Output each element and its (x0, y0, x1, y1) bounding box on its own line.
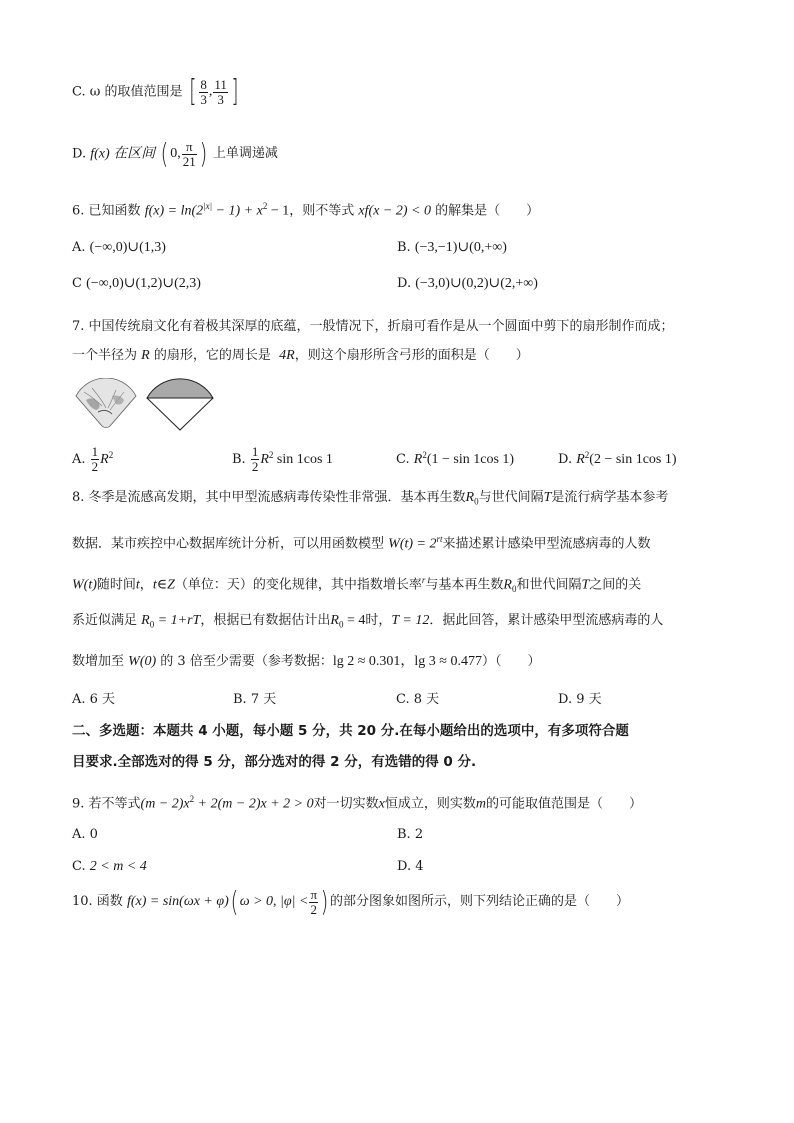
fraction: $\frac{1}{2}$ (91, 444, 99, 475)
q8-option-a: A. 6 天 (72, 692, 116, 707)
math-text: R (100, 451, 109, 467)
question-text: 的部分图象如图所示，则下列结论正确的是（ ） (329, 894, 629, 909)
subscript: 0 (149, 619, 155, 630)
q8-option-b: B. 7 天 (233, 692, 277, 707)
math-text: m (475, 796, 486, 812)
question-text: 的解集是（ ） (435, 203, 540, 219)
option-text: ω 的取值范围是 (89, 84, 183, 100)
option-label: C. (396, 451, 410, 467)
option-label: C (72, 276, 82, 291)
math-text: W(t) = 2 (388, 536, 437, 552)
question-text: ，则不等式 (289, 203, 355, 219)
q9-option-d: D. 4 (397, 859, 424, 874)
fraction: $\frac{1}{2}$ (251, 444, 259, 475)
subscript: 0 (474, 496, 479, 507)
q6-option-a (72, 239, 166, 257)
question-text: ， (139, 577, 153, 593)
math-text: + 2(m − 2)x + 2 > 0 (194, 796, 314, 812)
superscript: |x| (203, 201, 213, 211)
math-text: R (330, 613, 339, 628)
math-text: W(0) (128, 654, 157, 669)
math-text: R (465, 490, 475, 505)
q9-option-a: A. 0 (72, 827, 98, 842)
superscript: 2 (422, 450, 427, 460)
math-text: R (503, 577, 512, 593)
q5-option-d (72, 139, 278, 169)
superscript: 2 (268, 450, 274, 460)
math-text: t∈Z (152, 577, 175, 593)
question-text: 恒成立，则实数 (384, 796, 476, 812)
fraction: $\frac{11}{3}$ (214, 76, 227, 107)
question-text: 对一切实数 (313, 796, 379, 812)
circular-segment-image (144, 376, 216, 432)
option-text: (−3,−1)∪(0,+∞) (414, 240, 507, 255)
question-text: 与基本再生数 (425, 577, 504, 593)
option-label: D. (558, 451, 573, 467)
math-text: x (378, 796, 385, 812)
question-text: 时， (365, 613, 392, 628)
option-label: D. (72, 146, 87, 162)
option-label: D. (397, 276, 412, 291)
math-text: r (421, 575, 426, 585)
q6-stem (72, 197, 539, 220)
option-text: (−∞,0)∪(1,2)∪(2,3) (86, 276, 201, 291)
question-text: 10. 函数 (72, 894, 123, 909)
option-label: C. (72, 859, 86, 874)
question-text: 9. 若不等式 (72, 796, 141, 812)
math-text: sin 1cos 1 (273, 451, 333, 467)
q8-stem-line2 (72, 530, 651, 553)
q6-option-d (397, 275, 538, 293)
math-text: − 1) + x (212, 203, 263, 219)
question-text: 6. 已知函数 (72, 203, 141, 219)
math-text: 4R (279, 348, 295, 363)
fan-icon (72, 378, 140, 430)
q8-stem-line5 (72, 653, 541, 671)
q8-option-d: D. 9 天 (558, 692, 602, 707)
q8-stem-line1 (72, 489, 668, 511)
question-text: 的扇形，它的周长是 (153, 348, 271, 363)
q9-option-b: B. 2 (397, 827, 424, 842)
q7-option-d (558, 438, 677, 477)
q5-option-c: C. ω 的取值范围是 [ $\frac{8}{3}$ , $\frac{11}{3}$ ] (72, 74, 239, 109)
question-text: 一个半径为 (72, 348, 138, 363)
superscript: rt (436, 534, 443, 544)
question-text: 8. 冬季是流感高发期，其中甲型流感病毒传染性非常强．基本再生数 (72, 490, 466, 505)
fraction: $\frac{\pi}{21}$ (182, 138, 196, 169)
question-text: 和世代间隔 (516, 577, 582, 593)
question-text: ）（ ） (482, 654, 541, 669)
q8-option-c: C. 8 天 (396, 692, 440, 707)
folding-fan-image (72, 378, 140, 430)
math-text: t (135, 577, 140, 593)
math-text: ω > 0, |φ| < (239, 894, 309, 909)
math-text: T (543, 490, 552, 505)
superscript: 2 (189, 794, 195, 804)
question-text: 是流行病学基本参考 (551, 490, 669, 505)
option-label: A. (72, 451, 86, 467)
math-text: R (413, 451, 423, 467)
q7-option-a (72, 438, 113, 477)
math-text: T = 12 (391, 613, 430, 628)
math-text: f(x) = ln(2 (144, 203, 204, 219)
subscript: 0 (338, 619, 344, 630)
right-bracket: ] (231, 74, 239, 109)
q6-option-b (397, 239, 507, 257)
option-text: f(x) 在区间 (90, 146, 156, 162)
left-paren: ( (160, 137, 169, 170)
option-text: 2 < m < 4 (89, 859, 147, 874)
math-text: = 1+rT (154, 613, 201, 628)
math-text: = 4 (343, 613, 366, 628)
superscript: 2 (262, 201, 268, 211)
option-label: A. (72, 240, 86, 255)
q7-stem-line1: 7. 中国传统扇文化有着极其深厚的底蕴，一般情况下，折扇可看作是从一个圆面中剪下的扇形制作而成； (72, 319, 674, 334)
q7-option-c (396, 438, 514, 477)
math-text: − 1 (267, 203, 290, 219)
question-text: 系近似满足 (72, 613, 138, 628)
math-text: xf(x − 2) < 0 (358, 203, 431, 219)
q6-option-c (72, 275, 201, 293)
math-text: T (581, 577, 590, 593)
question-text: 与世代间隔 (478, 490, 544, 505)
option-text: (−3,0)∪(0,2)∪(2,+∞) (415, 276, 538, 291)
question-text: ，根据已有数据估计出 (200, 613, 331, 628)
question-text: 随时间 (96, 577, 136, 593)
subscript: 0 (511, 583, 517, 594)
left-bracket: [ (188, 74, 197, 109)
question-text: （单位：天）的变化规律，其中指数增长率 (174, 577, 422, 593)
option-text: 上单调递减 (212, 146, 278, 161)
question-text: ，则这个扇形所含弓形的面积是（ ） (294, 348, 529, 363)
option-label: B. (232, 451, 246, 467)
question-text: 来描述累计感染甲型流感病毒的人数 (442, 536, 651, 552)
left-paren: ( (230, 885, 239, 918)
math-text: f(x) = sin(ωx + φ) (126, 894, 229, 909)
right-paren: ) (199, 137, 208, 170)
option-label: B. (397, 240, 411, 255)
math-text: R (141, 348, 150, 363)
segment-icon (144, 376, 216, 432)
question-text: 的 3 倍至少需要（参考数据： (160, 654, 333, 669)
q7-option-b (232, 438, 333, 477)
question-text: 数增加至 (72, 654, 125, 669)
math-text: 0, (170, 146, 181, 161)
option-text: (−∞,0)∪(1,3) (89, 240, 166, 255)
question-text: 数据．某市疾控中心数据库统计分析，可以用函数模型 (72, 536, 385, 552)
math-text: lg 2 ≈ 0.301，lg 3 ≈ 0.477 (332, 654, 482, 669)
math-text: R (260, 451, 269, 467)
math-text: R (141, 613, 150, 628)
q10-stem (72, 884, 629, 921)
math-text: (1 − sin 1cos 1) (426, 451, 515, 467)
question-text: ．据此回答，累计感染甲型流感病毒的人 (429, 613, 664, 628)
q9-option-c (72, 858, 147, 876)
question-text: 之间的关 (589, 577, 642, 593)
math-text: R (576, 451, 585, 467)
right-paren: ) (320, 885, 329, 918)
section-heading-line2: 目要求.全部选对的得 5 分，部分选对的得 2 分，有选错的得 0 分. (72, 754, 477, 770)
fraction: $\frac{\pi}{2}$ (310, 886, 318, 917)
question-text: 的可能取值范围是（ ） (485, 796, 642, 812)
math-text: W(t) (72, 577, 97, 593)
q9-stem (72, 790, 642, 813)
fraction: $\frac{8}{3}$ (200, 76, 207, 107)
q8-stem-line4 (72, 612, 663, 634)
superscript: 2 (108, 450, 114, 460)
q8-stem-line3 (72, 571, 641, 598)
q7-stem-line2 (72, 347, 529, 365)
math-text: (m − 2)x (140, 796, 190, 812)
option-label: C. (72, 84, 86, 100)
section-heading-line1: 二、多选题：本题共 4 小题，每小题 5 分，共 20 分.在每小题给出的选项中，有多项符合题 (72, 723, 629, 739)
superscript: 2 (584, 450, 590, 460)
math-text: (2 − sin 1cos 1) (589, 451, 677, 467)
